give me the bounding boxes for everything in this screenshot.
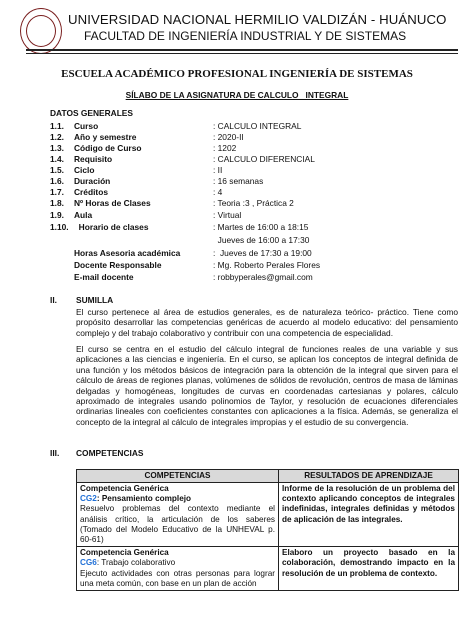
school-title: ESCUELA ACADÉMICO PROFESIONAL INGENIERÍA DE SISTEMAS <box>61 68 413 80</box>
competencias-table <box>76 469 459 591</box>
datos-row-label: Horario de clases <box>74 222 149 232</box>
datos-row-number: 1.1. <box>50 121 64 131</box>
datos-row-number: 1.5. <box>50 165 64 175</box>
datos-row-label: Curso <box>74 121 99 131</box>
table-header-resultados: RESULTADOS DE APRENDIZAJE <box>279 470 459 483</box>
datos-row-value: : Mg. Roberto Perales Flores <box>213 260 321 270</box>
datos-row-label: Código de Curso <box>74 143 142 153</box>
table-header-competencias: COMPETENCIAS <box>77 470 279 483</box>
datos-row-number: 1.10. <box>50 222 69 232</box>
datos-row-number: 1.7. <box>50 187 64 197</box>
university-seal-icon <box>20 8 62 54</box>
competencia-type: Competencia Genérica <box>80 484 169 493</box>
datos-row-number: 1.9. <box>50 210 64 220</box>
datos-row-value: : 2020-II <box>213 132 244 142</box>
resultado-cell: Informe de la resolución de un problema del contexto aplicando conceptos de integrales indefinidas, integrales definidas y métodos de aplicación de las integrales. <box>279 483 459 547</box>
datos-row-label: Créditos <box>74 187 108 197</box>
datos-row-value: : Teoria :3 , Práctica 2 <box>213 198 294 208</box>
datos-row-value: : CALCULO INTEGRAL <box>213 121 302 131</box>
competencia-name: : Trabajo colaborativo <box>96 558 176 568</box>
competencia-code: CG2 <box>80 494 97 504</box>
datos-row-value: : Jueves de 17:30 a 19:00 <box>213 248 312 258</box>
table-row <box>77 547 459 591</box>
header-rule-thin <box>26 53 458 54</box>
competencia-description: Ejecuto actividades con otras personas para lograr una meta común, con base en un plan de acción <box>80 568 275 588</box>
datos-row-value: : Virtual <box>213 210 242 220</box>
datos-row-number: 1.3. <box>50 143 64 153</box>
section-number: II. <box>50 295 57 305</box>
datos-row-label: Aula <box>74 210 93 220</box>
datos-row-value: Jueves de 16:00 a 17:30 <box>213 235 310 245</box>
competencia-description: Resuelvo problemas del contexto mediante el análisis crítico, la articulación de los saberes (Tomado del Modelo Educativo de la UNHEVAL p. 60-61) <box>80 504 275 545</box>
table-row <box>77 483 459 547</box>
table-header-row <box>77 470 459 483</box>
competencia-code: CG6 <box>80 558 97 568</box>
datos-row-value: : robbyperales@gmail.com <box>213 272 313 282</box>
resultado-cell: Elaboro un proyecto basado en la colaboración, demostrando impacto en la resolución de un problema de contexto. <box>279 547 459 591</box>
datos-row-label: Nº Horas de Clases <box>74 198 151 208</box>
datos-row-number: 1.4. <box>50 154 64 164</box>
section-number: III. <box>50 448 60 458</box>
datos-row-label: E-mail docente <box>74 272 134 282</box>
datos-row-value: : 4 <box>213 187 223 197</box>
datos-row-label: Requisito <box>74 154 113 164</box>
sumilla-paragraph-1: El curso pertenece al área de estudios generales, es de naturaleza teórico- práctico. Tiene como propósito desarrollar las competencias genéricas de acuerdo al modelo educativo: del pensamiento complejo y del trabajo colaborativo y contribuir con una competencia de especialidad. <box>76 307 458 338</box>
datos-row-value: : 1202 <box>213 143 237 153</box>
datos-row-number: 1.2. <box>50 132 64 142</box>
datos-row-label: Ciclo <box>74 165 95 175</box>
competencia-cell <box>77 547 279 591</box>
university-title: UNIVERSIDAD NACIONAL HERMILIO VALDIZÁN - HUÁNUCO <box>68 12 447 27</box>
datos-generales-heading: DATOS GENERALES <box>50 108 133 118</box>
competencia-name: : Pensamiento complejo <box>96 494 192 504</box>
faculty-title: FACULTAD DE INGENIERÍA INDUSTRIAL Y DE SISTEMAS <box>84 29 407 43</box>
datos-row-number: 1.8. <box>50 198 64 208</box>
datos-row-value: : 16 semanas <box>213 176 264 186</box>
sumilla-paragraph-2: El curso se centra en el estudio del cálculo integral de funciones reales de una variable y sus aplicaciones a las ciencias e ingeniería. En el curso, se aplican los conceptos de integral definida de una función y los métodos básicos de integración para la obtención de la integral que sirven para el cálculo de áreas de regiones planas, volúmenes de sólidos de revolución, centros de masa de láminas delgadas y homogéneas, longitudes de curvas en coordenadas cartesianas y polares, cálculo aproximado de integrales usando polinomios de Taylor, y resolución de ecuaciones diferenciales ordinarias lineales con coeficientes constantes con aplicaciones a la física. Además, se generaliza el concepto de la integral al cálculo de integrales impropias y el estudio de su convergencia. <box>76 344 458 427</box>
section-title: COMPETENCIAS <box>76 448 144 458</box>
competencia-cell <box>77 483 279 547</box>
datos-row-label: Docente Responsable <box>74 260 162 270</box>
datos-row-label: Duración <box>74 176 111 186</box>
datos-row-value: : CALCULO DIFERENCIAL <box>213 154 315 164</box>
datos-row-number: 1.6. <box>50 176 64 186</box>
syllabus-title: SÍLABO DE LA ASIGNATURA DE CALCULO INTEGRAL <box>125 90 349 100</box>
datos-row-value: : II <box>213 165 223 175</box>
datos-row-label: Año y semestre <box>74 132 137 142</box>
datos-row-label: Horas Asesoria académica <box>74 248 181 258</box>
header-rule <box>26 49 458 51</box>
competencia-type: Competencia Genérica <box>80 548 169 558</box>
datos-row-value: : Martes de 16:00 a 18:15 <box>213 222 309 232</box>
section-title: SUMILLA <box>76 295 114 305</box>
